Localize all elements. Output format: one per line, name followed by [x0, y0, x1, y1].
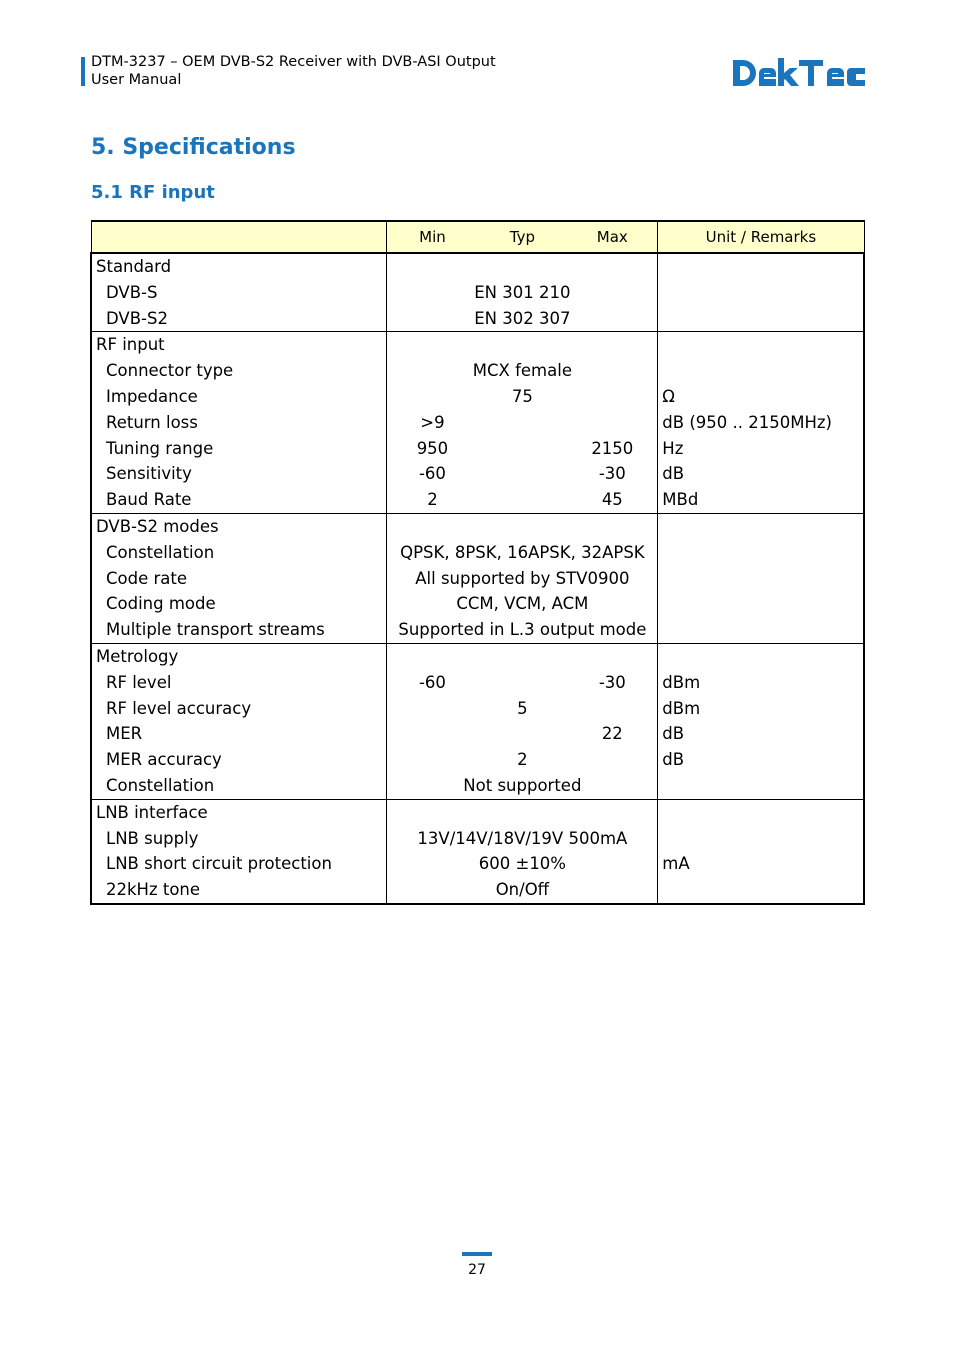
unit-value: mA — [662, 854, 690, 874]
value-row — [387, 306, 657, 332]
typ-value — [477, 487, 567, 513]
min-value: 2 — [427, 490, 438, 510]
values-cell — [387, 253, 658, 332]
document-subtitle: User Manual — [91, 72, 182, 88]
unit-cell — [658, 643, 864, 799]
values-cell — [387, 332, 658, 514]
unit-cell — [658, 253, 864, 332]
parameter-label: Baud Rate — [106, 490, 192, 510]
typical-value: Supported in L.3 output mode — [398, 620, 647, 640]
max-value: 22 — [601, 724, 623, 744]
value-row — [387, 591, 657, 617]
header-values-cell — [387, 221, 658, 253]
value-row — [387, 384, 657, 410]
value-row — [387, 280, 657, 306]
unit-cell — [658, 799, 864, 904]
parameter-label: LNB supply — [106, 828, 199, 848]
group-title: RF input — [96, 335, 165, 355]
unit-value — [658, 617, 863, 643]
typical-value: 600 ±10% — [478, 854, 566, 874]
unit-value — [658, 306, 863, 332]
spec-group — [91, 799, 864, 904]
value-row — [387, 877, 657, 903]
page-number: 27 — [468, 1262, 486, 1278]
spec-group — [91, 513, 864, 643]
typ-value: 2 — [517, 750, 528, 770]
max-value — [567, 410, 657, 436]
parameter-label: DVB-S — [106, 282, 158, 302]
max-value — [567, 696, 657, 722]
typical-value: All supported by STV0900 — [415, 568, 630, 588]
max-value — [567, 747, 657, 773]
parameter-label: Multiple transport streams — [106, 620, 325, 640]
parameter-label: Coding mode — [106, 594, 216, 614]
value-row — [387, 670, 657, 696]
typ-value — [477, 721, 567, 747]
unit-cell — [658, 513, 864, 643]
unit-value: dB — [662, 464, 685, 484]
value-row — [387, 696, 657, 722]
unit-value — [658, 566, 863, 592]
parameter-cell — [91, 643, 387, 799]
header-typ: Typ — [509, 228, 535, 246]
typical-value: MCX female — [472, 361, 572, 381]
typical-value: Not supported — [463, 775, 582, 795]
unit-cell — [658, 332, 864, 514]
header-accent-bar — [81, 57, 85, 86]
min-value — [387, 696, 477, 722]
typical-value: EN 302 307 — [474, 308, 571, 328]
unit-value: Ω — [662, 386, 675, 406]
header-max: Max — [596, 228, 628, 246]
typ-value: 5 — [517, 698, 528, 718]
min-value: >9 — [420, 412, 445, 432]
value-row — [387, 721, 657, 747]
min-value — [387, 747, 477, 773]
value-row — [387, 410, 657, 436]
unit-value — [658, 773, 863, 799]
unit-value — [658, 591, 863, 617]
parameter-label: LNB short circuit protection — [106, 854, 332, 874]
parameter-label: RF level — [106, 672, 172, 692]
unit-value: dB — [662, 724, 685, 744]
typical-value: On/Off — [495, 880, 550, 900]
value-row — [387, 747, 657, 773]
typical-value: QPSK, 8PSK, 16APSK, 32APSK — [400, 542, 645, 562]
dektec-logo-graphic — [733, 58, 865, 88]
spec-group — [91, 643, 864, 799]
typical-value: CCM, VCM, ACM — [456, 594, 589, 614]
value-row — [387, 540, 657, 566]
max-value: 2150 — [591, 438, 634, 458]
group-title: DVB-S2 modes — [96, 516, 219, 536]
unit-value — [658, 280, 863, 306]
min-value: 950 — [416, 438, 449, 458]
parameter-label: Tuning range — [106, 438, 214, 458]
unit-value: MBd — [662, 490, 699, 510]
parameter-cell — [91, 513, 387, 643]
unit-value — [658, 540, 863, 566]
parameter-label: Constellation — [106, 542, 215, 562]
parameter-label: RF level accuracy — [106, 698, 252, 718]
spec-group — [91, 332, 864, 514]
header-parameter-cell — [91, 221, 387, 253]
typical-value: 13V/14V/18V/19V 500mA — [417, 828, 628, 848]
unit-value: Hz — [662, 438, 684, 458]
typ-value — [477, 410, 567, 436]
value-row — [387, 461, 657, 487]
unit-value: dBm — [662, 698, 701, 718]
values-cell — [387, 643, 658, 799]
parameter-label: Return loss — [106, 412, 198, 432]
unit-value — [658, 358, 863, 384]
min-value — [387, 384, 477, 410]
table-header-row — [91, 221, 864, 253]
parameter-label: DVB-S2 — [106, 308, 168, 328]
footer-accent-bar — [462, 1252, 492, 1256]
parameter-label: Connector type — [106, 361, 234, 381]
max-value: 45 — [601, 490, 623, 510]
value-row — [387, 617, 657, 643]
unit-value: dB — [662, 750, 685, 770]
section-heading: 5. Specifications — [91, 135, 296, 160]
parameter-label: MER accuracy — [106, 750, 222, 770]
group-title: Standard — [96, 257, 172, 276]
max-value: -30 — [598, 464, 626, 484]
parameter-cell — [91, 253, 387, 332]
document-header — [91, 53, 496, 89]
document-title: DTM-3237 – OEM DVB-S2 Receiver with DVB-ASI Output — [91, 54, 496, 70]
parameter-label: MER — [106, 724, 143, 744]
parameter-label: Impedance — [106, 386, 198, 406]
parameter-label: Sensitivity — [106, 464, 192, 484]
group-title: LNB interface — [96, 802, 208, 822]
min-value: -60 — [418, 672, 446, 692]
typ-value — [477, 461, 567, 487]
parameter-label: Constellation — [106, 775, 215, 795]
values-cell — [387, 513, 658, 643]
max-value — [567, 384, 657, 410]
parameter-cell — [91, 332, 387, 514]
typical-value: EN 301 210 — [474, 282, 571, 302]
unit-value — [658, 877, 863, 903]
value-row — [387, 358, 657, 384]
typ-value: 75 — [511, 386, 533, 406]
dektec-logo — [733, 58, 865, 92]
subsection-heading: 5.1 RF input — [91, 182, 215, 203]
max-value: -30 — [598, 672, 626, 692]
unit-value — [658, 826, 863, 852]
unit-value: dBm — [662, 672, 701, 692]
min-value: -60 — [418, 464, 446, 484]
value-row — [387, 851, 657, 877]
typ-value — [477, 670, 567, 696]
values-cell — [387, 799, 658, 904]
group-title: Metrology — [96, 646, 179, 666]
parameter-label: 22kHz tone — [106, 880, 201, 900]
header-min: Min — [419, 228, 446, 246]
value-row — [387, 487, 657, 513]
spec-group — [91, 253, 864, 332]
value-row — [387, 436, 657, 462]
header-unit-remarks: Unit / Remarks — [658, 221, 864, 253]
min-value — [387, 721, 477, 747]
value-row — [387, 566, 657, 592]
unit-value: dB (950 .. 2150MHz) — [662, 412, 832, 432]
rf-input-spec-table — [90, 220, 865, 905]
parameter-label: Code rate — [106, 568, 188, 588]
parameter-cell — [91, 799, 387, 904]
value-row — [387, 826, 657, 852]
value-row — [387, 773, 657, 799]
typ-value — [477, 436, 567, 462]
